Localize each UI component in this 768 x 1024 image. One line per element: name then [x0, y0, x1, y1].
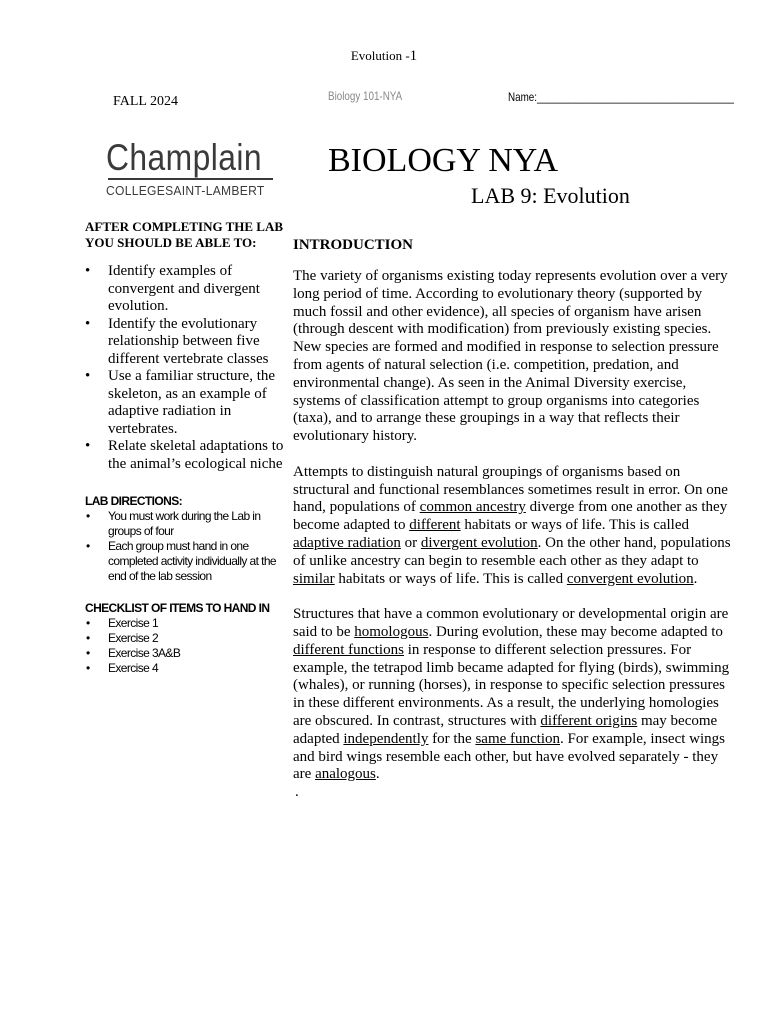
term-divergent-evolution: divergent evolution [420, 534, 538, 551]
lab-directions-list [85, 509, 285, 584]
checklist-item: • Exercise 4 [85, 661, 285, 676]
main-content [293, 236, 735, 802]
objective-item: • Relate skeletal adaptations to the animal’s ecological niche [85, 438, 285, 473]
page-title: BIOLOGY NYA [328, 142, 559, 179]
term-homologous: homologous [354, 623, 429, 640]
term-label: FALL 2024 [113, 94, 178, 109]
direction-item: • You must work during the Lab in groups of four [85, 509, 285, 539]
direction-item: • Each group must hand in one completed activity individually at the end of the lab session [85, 539, 285, 584]
college-logo [106, 137, 276, 198]
term-similar: similar [293, 570, 335, 587]
name-field: Name:____________________________________ [508, 90, 734, 104]
course-code: Biology 101-NYA [328, 89, 403, 103]
introduction-heading: INTRODUCTION [293, 237, 414, 253]
logo-main-text: Champlain [106, 137, 262, 178]
logo-rule [108, 178, 273, 180]
term-analogous: analogous [315, 766, 376, 783]
objective-item: • Identify the evolutionary relationship between five different vertebrate classes [85, 316, 285, 369]
page-number: 1 [409, 48, 418, 64]
term-convergent-evolution: convergent evolution [566, 570, 694, 587]
checklist-item: • Exercise 3A&B [85, 646, 285, 661]
term-common-ancestry: common ancestry [419, 499, 526, 516]
page-header [0, 48, 768, 65]
logo-sub-text: COLLEGESAINT-LAMBERT [106, 183, 265, 198]
term-adaptive-radiation: adaptive radiation [293, 534, 401, 551]
intro-paragraph-3: Structures that have a common evolutionary or developmental origin are said to be homologous. During evolution, these may become adapted to different functions in response to different selection pressures. For example, the tetrapod limb became adapted for flying (birds), swimming (whales), or running (horses), in response to specific selection pressures in these different environments. As a result, the underlying homologies are obscured. In contrast, structures with different origins may become adapted independently for the same function. For example, insect wings and bird wings resemble each other, but have evolved separately - they are analogous. [293, 606, 730, 783]
lab-directions-title: LAB DIRECTIONS: [85, 494, 182, 508]
checklist-list [85, 616, 285, 676]
objective-item: • Use a familiar structure, the skeleton, as an example of adaptive radiation in vertebrates. [85, 368, 285, 438]
term-different-functions: different functions [293, 641, 404, 658]
intro-paragraph-2: Attempts to distinguish natural groupings of organisms based on structural and functional resemblances sometimes result in error. On one hand, populations of common ancestry diverge from one another as they become adapted to different habitats or ways of life. This is called adaptive radiation or divergent evolution. On the other hand, populations of unlike ancestry can begin to resemble each other as they adapt to similar habitats or ways of life. This is called convergent evolution. [293, 463, 731, 587]
checklist-item: • Exercise 2 [85, 631, 285, 646]
objectives-list [85, 263, 285, 473]
checklist-title: CHECKLIST OF ITEMS TO HAND IN [85, 601, 270, 615]
objectives-title: AFTER COMPLETING THE LAB YOU SHOULD BE ABLE TO: [85, 219, 284, 250]
term-same-function: same function [475, 730, 561, 747]
trailing-period: . [295, 784, 299, 801]
term-different: different [409, 517, 461, 534]
header-label: Evolution - [350, 48, 410, 63]
sidebar [85, 219, 285, 676]
checklist-item: • Exercise 1 [85, 616, 285, 631]
lab-title: LAB 9: Evolution [471, 183, 630, 208]
intro-paragraph-1: The variety of organisms existing today represents evolution over a very long period of time. According to evolutionary theory (supported by much fossil and other evidence), all species of organism have arisen (through descent with modification) from previously existing species. New species are formed and modified in response to selection pressure from agents of natural selection (i.e. competition, predation, and environmental change). As seen in the Animal Diversity exercise, systems of classification attempt to group organisms into categories (taxa), and to arrange these groupings in a way that reflects their evolutionary history. [293, 268, 728, 445]
term-independently: independently [343, 730, 429, 747]
term-different-origins: different origins [540, 712, 638, 729]
objective-item: • Identify examples of convergent and divergent evolution. [85, 263, 285, 316]
